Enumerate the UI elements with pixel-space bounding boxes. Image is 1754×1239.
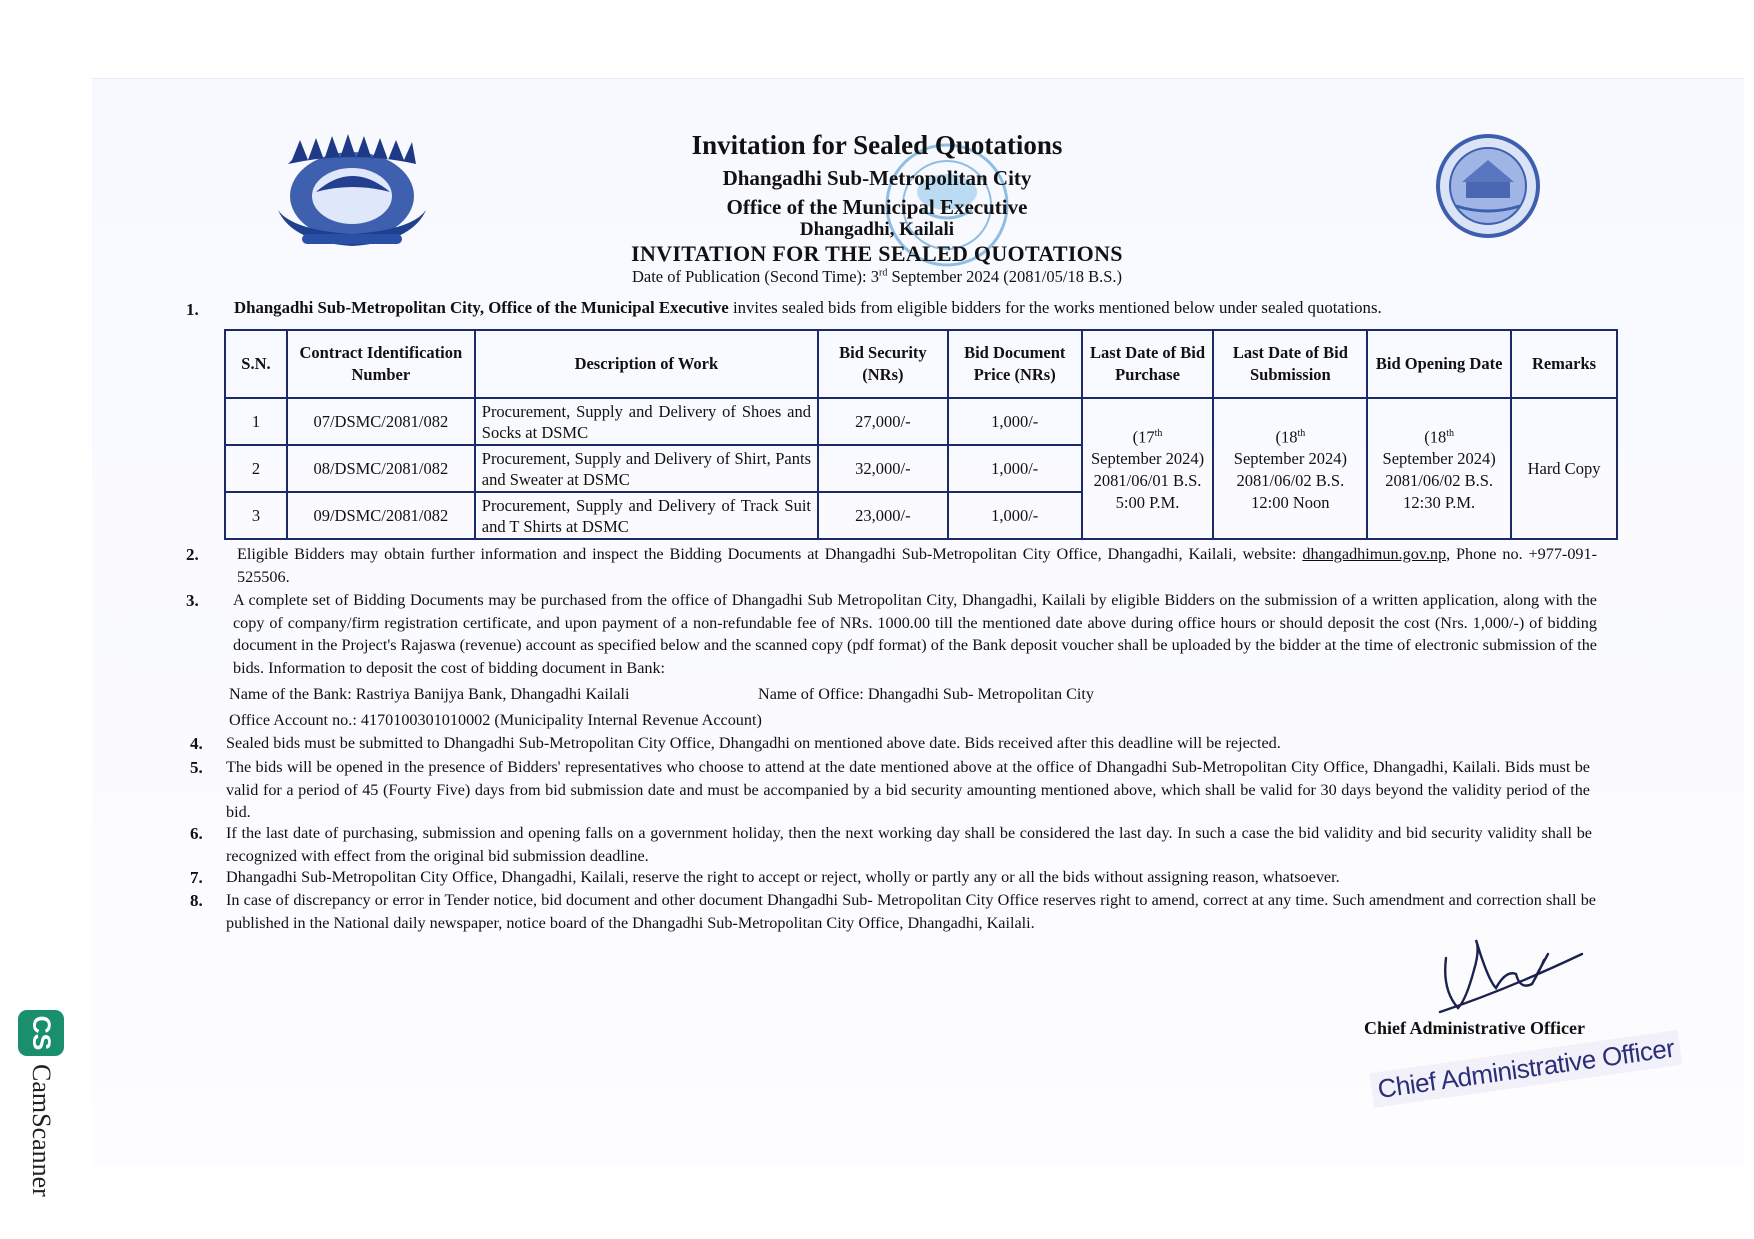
cell-bid-security: 23,000/- (818, 492, 948, 539)
cell-last-submission: (18th September 2024) 2081/06/02 B.S. 12:00 Noon (1213, 398, 1367, 539)
item-number-7: 7. (190, 868, 203, 887)
col-header: S.N. (225, 330, 287, 398)
bids-table (224, 329, 1618, 540)
signature-scribble-icon (1436, 930, 1584, 1020)
col-header: Bid Document Price (NRs) (948, 330, 1082, 398)
cell-contract-id: 08/DSMC/2081/082 (287, 445, 475, 492)
cell-contract-id: 09/DSMC/2081/082 (287, 492, 475, 539)
table-row (225, 398, 1617, 445)
item-number-8: 8. (190, 891, 203, 910)
table-header-row (225, 330, 1617, 398)
account-number: Office Account no.: 4170100301010002 (Municipality Internal Revenue Account) (229, 711, 762, 729)
cell-description: Procurement, Supply and Delivery of Track Suit and T Shirts at DSMC (475, 492, 818, 539)
cell-sn: 1 (225, 398, 287, 445)
item-number-3: 3. (186, 591, 199, 610)
item-4-text: Sealed bids must be submitted to Dhangadhi Sub-Metropolitan City Office, Dhangadhi on mentioned above date. Bids received after this deadline will be rejected. (226, 734, 1281, 752)
item-number-2: 2. (186, 545, 199, 564)
item-8-text: In case of discrepancy or error in Tender notice, bid document and other document Dhangadhi Sub- Metropolitan City Office reserves right to amend, correct at any time. Such amendment and correction shall be published in the National daily newspaper, notice board of the Dhangadhi Sub-Metropolitan City Office, Dhangadhi, Kailali. (226, 891, 1596, 932)
bank-name: Name of the Bank: Rastriya Banijya Bank, Dhangadhi Kailali (229, 685, 630, 703)
item-1-text: Dhangadhi Sub-Metropolitan City, Office of the Municipal Executive invites sealed bids from eligible bidders for the works mentioned below under sealed quotations. (234, 298, 1382, 317)
cell-sn: 2 (225, 445, 287, 492)
website-link[interactable]: dhangadhimun.gov.np (1302, 545, 1447, 563)
signature-title: Chief Administrative Officer (1364, 1018, 1585, 1038)
publication-date: Date of Publication (Second Time): 3rd September 2024 (2081/05/18 B.S.) (631, 267, 1123, 286)
item-7-text: Dhangadhi Sub-Metropolitan City Office, Dhangadhi, Kailali, reserve the right to accept or reject, wholly or partly any or all the bids without assigning reason, whatsoever. (226, 868, 1340, 886)
col-header: Last Date of Bid Purchase (1082, 330, 1214, 398)
page-title: Invitation for Sealed Quotations (691, 130, 1063, 160)
cell-doc-price: 1,000/- (948, 445, 1082, 492)
cell-remarks: Hard Copy (1511, 398, 1617, 539)
notice-subtitle: INVITATION FOR THE SEALED QUOTATIONS (631, 241, 1123, 266)
item-6-text: If the last date of purchasing, submission and opening falls on a government holiday, then the next working day shall be considered the last day. In such a case the bid validity and bid security validity shall be recognized with effect from the original bid submission deadline. (226, 824, 1592, 865)
item-number-1: 1. (186, 300, 199, 319)
cell-description: Procurement, Supply and Delivery of Shirt, Pants and Sweater at DSMC (475, 445, 818, 492)
col-header: Bid Security (NRs) (818, 330, 948, 398)
cell-doc-price: 1,000/- (948, 398, 1082, 445)
item-5-text: The bids will be opened in the presence of Bidders' representatives who choose to attend at the date mentioned above at the office of Dhangadhi Sub-Metropolitan City Office, Dhangadhi, Kailali. Bids must be valid for a period of 45 (Fourty Five) days from bid submission date and must be accompanied by a bid security amounting mentioned above, which shall be valid for 30 days beyond the validity period of the bid. (226, 758, 1590, 821)
item-2-text: Eligible Bidders may obtain further information and inspect the Bidding Documents at Dhangadhi Sub-Metropolitan City Office, Dhangadhi, Kailali, website: dhangadhimun.gov.np, Phone no. +977-091-525506. (237, 545, 1597, 586)
org-name: Dhangadhi Sub-Metropolitan City (722, 166, 1032, 190)
camscanner-watermark: CamScanner (27, 1064, 56, 1197)
cell-bid-security: 27,000/- (818, 398, 948, 445)
col-header: Description of Work (475, 330, 818, 398)
office-name: Office of the Municipal Executive (726, 195, 1028, 219)
col-header: Contract Identification Number (287, 330, 475, 398)
cell-description: Procurement, Supply and Delivery of Shoes and Socks at DSMC (475, 398, 818, 445)
camscanner-logo-icon: CS (18, 1010, 64, 1056)
item-1-org: Dhangadhi Sub-Metropolitan City, Office of the Municipal Executive (234, 298, 729, 317)
cell-opening-date: (18th September 2024) 2081/06/02 B.S. 12:30 P.M. (1367, 398, 1511, 539)
office-location: Dhangadhi, Kailali (799, 219, 955, 240)
item-number-5: 5. (190, 758, 203, 777)
col-header: Last Date of Bid Submission (1213, 330, 1367, 398)
office-name-bank: Name of Office: Dhangadhi Sub- Metropolitan City (758, 685, 1094, 703)
item-number-6: 6. (190, 824, 203, 843)
cell-last-purchase: (17th September 2024) 2081/06/01 B.S. 5:00 P.M. (1082, 398, 1214, 539)
item-3-text: A complete set of Bidding Documents may be purchased from the office of Dhangadhi Sub Metropolitan City, Dhangadhi, Kailali by eligible Bidders on the submission of a written application, along with the copy of company/firm registration certificate, and upon payment of a non-refundable fee of NRs. 1000.00 till the mentioned date above during office hours or should deposit the cost (Nrs. 1,000/-) of bidding document in the Project's Rajaswa (revenue) account as specified below and the scanned copy (pdf format) of the Bank deposit voucher shall be uploaded by the bidder at the time of electronic submission of the bids. Information to deposit the cost of bidding document in Bank: (233, 591, 1597, 677)
officer-stamp: Chief Administrative Officer (1370, 1030, 1683, 1108)
item-number-4: 4. (190, 734, 203, 753)
col-header: Bid Opening Date (1367, 330, 1511, 398)
cell-sn: 3 (225, 492, 287, 539)
cell-doc-price: 1,000/- (948, 492, 1082, 539)
cell-contract-id: 07/DSMC/2081/082 (287, 398, 475, 445)
cell-bid-security: 32,000/- (818, 445, 948, 492)
col-header: Remarks (1511, 330, 1617, 398)
